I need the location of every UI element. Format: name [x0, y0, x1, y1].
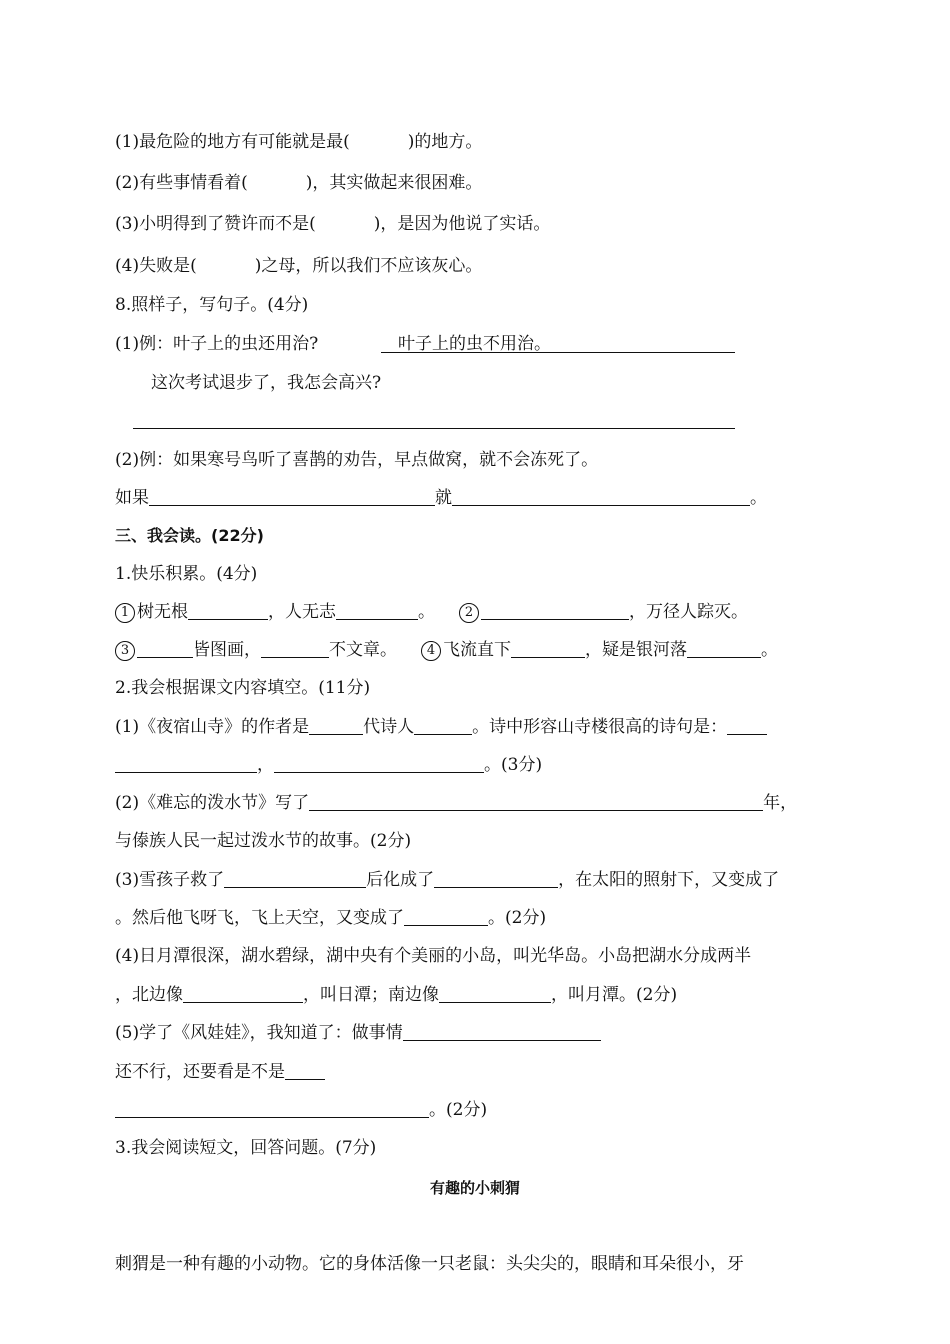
- q2-item-5-line-2: [115, 1061, 325, 1083]
- q2-item-1-text-e: 。(3分): [484, 755, 543, 775]
- q2-item-1-text-a: (1)《夜宿山寺》的作者是: [115, 717, 310, 737]
- q2-item-4-text-b: ，北边像: [115, 985, 183, 1005]
- q2-item-2-line-2: 与傣族人民一起过泼水节的故事。(2分): [115, 831, 412, 851]
- q2-item-1-blank-4[interactable]: [115, 754, 257, 773]
- q1-heading: 1.快乐积累。(4分): [115, 564, 258, 584]
- q2-item-5-blank-3[interactable]: [115, 1099, 429, 1118]
- q8-example-2: (2)例：如果寒号鸟听了喜鹊的劝告，早点做窝，就不会冻死了。: [115, 450, 599, 470]
- q1-row-2-blank-1[interactable]: [137, 639, 193, 658]
- q2-item-3-blank-1[interactable]: [224, 869, 366, 888]
- q3-heading: 3.我会阅读短文，回答问题。(7分): [115, 1138, 377, 1158]
- q7-item-3-pre: (3)小明得到了赞许而不是(: [115, 214, 316, 234]
- q1-row-2-text-4: ，疑是银河落: [585, 640, 687, 660]
- q1-row-2-blank-3[interactable]: [511, 639, 585, 658]
- passage-paragraph: 刺猬是一种有趣的小动物。它的身体活像一只老鼠：头尖尖的，眼睛和耳朵很小，牙: [115, 1254, 744, 1274]
- section-3-heading: 三、我会读。(22分): [115, 526, 264, 545]
- passage-title: 有趣的小刺猬: [429, 1179, 520, 1197]
- q2-item-2-blank-1[interactable]: [309, 792, 763, 811]
- q1-row-2-text-3: 飞流直下: [443, 640, 511, 660]
- q1-row-1-blank-3[interactable]: [481, 601, 629, 620]
- q1-row-1-blank-1[interactable]: [188, 601, 268, 620]
- q7-item-2: [115, 172, 482, 194]
- q7-item-4-post: )之母，所以我们不应该灰心。: [254, 256, 483, 276]
- q7-item-1-pre: (1)最危险的地方有可能就是最(: [115, 132, 350, 152]
- q2-item-2-text-b: 年，: [763, 793, 798, 813]
- q1-row-2-text-1: 皆图画，: [193, 640, 261, 660]
- q8-task-2-if: 如果: [115, 488, 149, 508]
- q2-item-5-text-b: 还不行，还要看是不是: [115, 1062, 285, 1082]
- q7-item-4-pre: (4)失败是(: [115, 256, 197, 276]
- q7-item-3: [115, 213, 550, 235]
- q8-example-1-answer: 叶子上的虫不用治。: [398, 334, 551, 354]
- q2-item-4-blank-2[interactable]: [439, 984, 551, 1003]
- q7-item-2-pre: (2)有些事情看着(: [115, 173, 248, 193]
- q8-example-1-answer-line: [381, 352, 735, 353]
- q2-item-3-line-2: [115, 907, 546, 929]
- q1-row-1: [115, 601, 748, 623]
- q7-item-4: [115, 255, 482, 277]
- q1-row-2-blank-2[interactable]: [261, 639, 329, 658]
- q2-item-4-line-2: [115, 984, 677, 1006]
- q2-item-5-text-a: (5)学了《风娃娃》，我知道了：做事情: [115, 1023, 403, 1043]
- q1-row-2-text-2: 不文章。: [329, 640, 397, 660]
- q8-task-2-then: 就: [435, 488, 452, 508]
- q2-item-1-line-2: [115, 754, 542, 776]
- q2-item-3-text-a: (3)雪孩子救了: [115, 870, 225, 890]
- circle-number-2: 2: [459, 603, 479, 623]
- circle-number-3: 3: [115, 641, 135, 661]
- q2-item-1-text-d: ，: [257, 755, 274, 775]
- circle-number-1: 1: [115, 603, 135, 623]
- q8-task-1-answer-line[interactable]: [133, 428, 735, 429]
- q2-item-3-blank-3[interactable]: [404, 907, 488, 926]
- q2-item-4-blank-1[interactable]: [183, 984, 303, 1003]
- q8-task-2-end: 。: [750, 488, 767, 508]
- q1-row-2: [115, 639, 778, 661]
- q7-item-1-post: )的地方。: [407, 132, 483, 152]
- q2-item-1-blank-2[interactable]: [414, 716, 472, 735]
- q2-item-5-text-c: 。(2分): [429, 1100, 488, 1120]
- q8-task-2-blank-2[interactable]: [452, 487, 750, 506]
- q2-item-3-text-e: 。(2分): [488, 908, 547, 928]
- q2-item-3-blank-2[interactable]: [434, 869, 558, 888]
- q2-item-1-text-c: 。诗中形容山寺楼很高的诗句是：: [472, 717, 728, 737]
- q2-heading: 2.我会根据课文内容填空。(11分): [115, 678, 371, 698]
- q2-item-5-line-3: [115, 1099, 487, 1121]
- q1-row-1-text-3: 。: [418, 602, 435, 622]
- q2-item-3-text-b: 后化成了: [366, 870, 435, 890]
- q8-task-2-blank-1[interactable]: [149, 487, 435, 506]
- q2-item-2-line-1: [115, 792, 797, 814]
- q2-item-2-text-a: (2)《难忘的泼水节》写了: [115, 793, 310, 813]
- q2-item-1-blank-1[interactable]: [309, 716, 363, 735]
- q2-item-1-blank-5[interactable]: [274, 754, 484, 773]
- q7-item-1: [115, 131, 482, 153]
- q1-row-1-blank-2[interactable]: [336, 601, 418, 620]
- q7-item-2-post: )，其实做起来很困难。: [305, 173, 483, 193]
- q2-item-3-text-d: 。然后他飞呀飞，飞上天空，又变成了: [115, 908, 404, 928]
- q2-item-4-text-d: ，叫月潭。(2分): [551, 985, 678, 1005]
- q8-example-1-text: (1)例：叶子上的虫还用治?: [115, 334, 319, 354]
- q1-row-1-text-4: ，万径人踪灭。: [629, 602, 748, 622]
- q2-item-5-line-1: [115, 1022, 601, 1044]
- q1-row-1-text-2: ，人无志: [268, 602, 336, 622]
- q7-item-3-post: )，是因为他说了实话。: [373, 214, 551, 234]
- q1-row-2-blank-4[interactable]: [687, 639, 761, 658]
- q1-row-1-text-1: 树无根: [137, 602, 188, 622]
- q2-item-4-line-1: (4)日月潭很深，湖水碧绿，湖中央有个美丽的小岛，叫光华岛。小岛把湖水分成两半: [115, 946, 752, 966]
- q2-item-5-blank-1[interactable]: [403, 1022, 601, 1041]
- q2-item-4-text-c: ，叫日潭；南边像: [303, 985, 439, 1005]
- q2-item-5-blank-2[interactable]: [285, 1061, 325, 1080]
- circle-number-4: 4: [421, 641, 441, 661]
- q8-task-1: 这次考试退步了，我怎会高兴?: [151, 373, 382, 393]
- q8-heading: 8.照样子，写句子。(4分): [115, 295, 309, 315]
- q2-item-1-line-1: [115, 716, 767, 738]
- q2-item-1-text-b: 代诗人: [363, 717, 415, 737]
- q1-row-2-text-5: 。: [761, 640, 778, 660]
- q8-example-1: [115, 333, 318, 355]
- q2-item-3-text-c: ，在太阳的照射下，又变成了: [558, 870, 780, 890]
- q2-item-1-blank-3[interactable]: [727, 716, 767, 735]
- q2-item-3-line-1: [115, 869, 779, 891]
- q8-task-2: [115, 487, 767, 509]
